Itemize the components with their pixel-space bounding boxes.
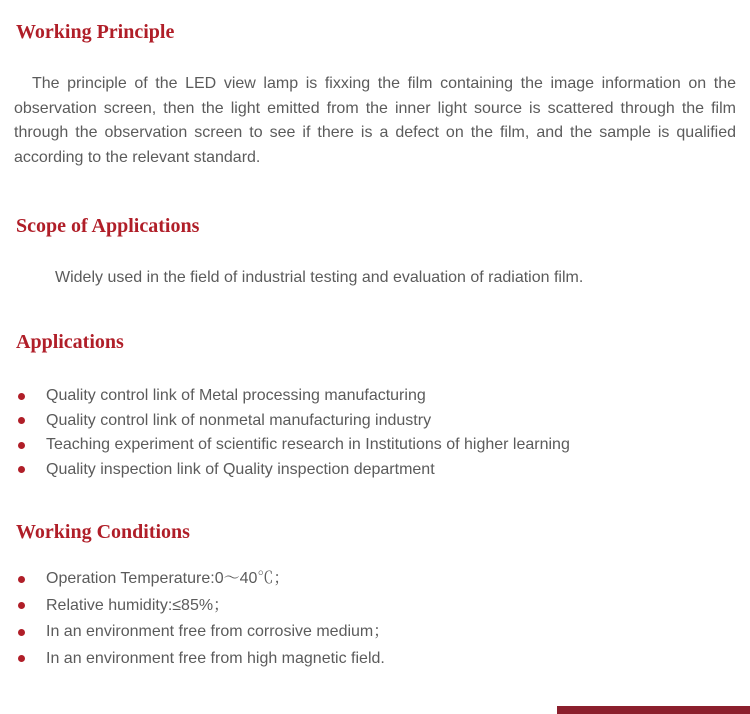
- section-heading-scope-of-applications: Scope of Applications: [16, 215, 200, 237]
- list-item: [18, 384, 736, 409]
- bullet-icon: [18, 602, 25, 609]
- bullet-icon: [18, 442, 25, 449]
- list-item-text: In an environment free from corrosive medium；: [46, 623, 390, 640]
- applications-list: [14, 384, 736, 482]
- list-item-text: Quality control link of nonmetal manufacturing industry: [46, 411, 432, 429]
- list-item: [18, 619, 736, 646]
- working-principle-paragraph: The principle of the LED view lamp is fixxing the film containing the image information on the observation screen, then the light emitted from the inner light source is scattered through the film through the observation screen to see if there is a defect on the film, and the sample is qualified according to the relevant standard.: [14, 75, 736, 166]
- list-item-text: In an environment free from high magnetic field.: [46, 649, 385, 667]
- list-item-text: Quality control link of Metal processing manufacturing: [46, 387, 426, 404]
- section-heading-applications: Applications: [16, 331, 124, 353]
- list-item: [18, 433, 736, 458]
- scope-text: Widely used in the field of industrial testing and evaluation of radiation film.: [55, 269, 584, 286]
- list-item: [18, 458, 736, 483]
- list-item: [18, 409, 736, 434]
- bullet-icon: [18, 655, 25, 662]
- section-heading-working-principle: Working Principle: [16, 21, 175, 43]
- working-conditions-list: [14, 566, 736, 672]
- bullet-icon: [18, 629, 25, 636]
- bullet-icon: [18, 417, 25, 424]
- list-item-text: Relative humidity:≤85%；: [46, 596, 230, 614]
- bullet-icon: [18, 393, 25, 400]
- list-item: [18, 646, 736, 673]
- footer-accent-bar: [557, 706, 750, 714]
- list-item-text: Quality inspection link of Quality inspection department: [46, 460, 435, 478]
- list-item-text: Operation Temperature:0～40℃；: [46, 570, 290, 587]
- list-item: [18, 593, 736, 620]
- bullet-icon: [18, 576, 25, 583]
- bullet-icon: [18, 466, 25, 473]
- list-item-text: Teaching experiment of scientific research in Institutions of higher learning: [46, 436, 570, 453]
- document-page: [0, 20, 750, 672]
- section-heading-working-conditions: Working Conditions: [16, 521, 190, 543]
- list-item: [18, 566, 736, 593]
